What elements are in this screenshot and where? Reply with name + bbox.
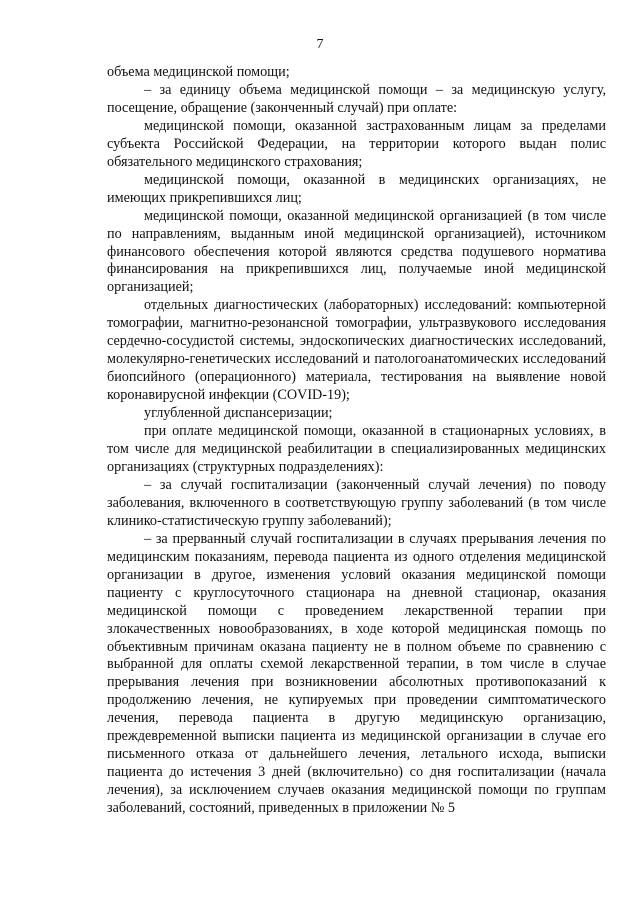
paragraph-8: при оплате медицинской помощи, оказанной в стационарных условиях, в том числе для медицинской реабилитации в специализированных медицинских организациях (структурных подразделениях):: [107, 423, 606, 475]
paragraph-2: – за единицу объема медицинской помощи – за медицинскую услугу, посещение, обращение (законченный случай) при оплате:: [107, 81, 606, 116]
page-number: 7: [316, 37, 324, 52]
paragraph-4: медицинской помощи, оказанной в медицинских организациях, не имеющих прикрепившихся лиц;: [107, 171, 606, 206]
paragraph-6: отдельных диагностических (лабораторных) исследований: компьютерной томографии, магнитно-резонансной томографии, ультразвукового исследования сердечно-сосудистой системы, эндоскопических диагностических исследований, молекулярно-генетических исследований и патологоанатомических исследований биопсийного (операционного) материала, тестирования на выявление новой коронавирусной инфекции (COVID-19);: [107, 297, 606, 404]
paragraph-9: – за случай госпитализации (законченный случай лечения) по поводу заболевания, включенного в соответствующую группу заболеваний (в том числе клинико-статистическую группу заболеваний);: [107, 476, 606, 529]
paragraph-10: – за прерванный случай госпитализации в случаях прерывания лечения по медицинским показаниям, перевода пациента из одного отделения медицинской организации в другое, изменения условий оказания медицинской помощи пациенту с круглосуточного стационара на дневной стационар, оказания медицинской помощи с проведением лекарственной терапии при злокачественных новообразованиях, в ходе которой медицинская помощь по объективным причинам оказана пациенту не в полном объеме по сравнению с выбранной для оплаты схемой лекарственной терапии, в том числе в случае прерывания лечения при возникновении абсолютных противопоказаний к продолжению лечения, не купируемых при проведении симптоматического лечения, перевода пациента в другую медицинскую организацию, преждевременной выписки пациента из медицинской организации в случае его письменного отказа от дальнейшего лечения, летального исхода, выписки пациента до истечения 3 дней (включительно) со дня госпитализации (начала лечения), за исключением случаев оказания медицинской помощи по группам заболеваний, состояний, приведенных в приложении № 5: [107, 530, 606, 817]
paragraph-7: углубленной диспансеризации;: [144, 405, 333, 422]
document-body: [107, 64, 606, 818]
paragraph-1: объема медицинской помощи;: [107, 64, 290, 80]
paragraph-5: медицинской помощи, оказанной медицинской организацией (в том числе по направлениям, выданным иной медицинской организацией), источником финансового обеспечения которой являются средства подушевого норматива финансирования на прикрепившихся лиц, получаемые иной медицинской организацией;: [107, 207, 606, 296]
paragraph-3: медицинской помощи, оказанной застрахованным лицам за пределами субъекта Российской Федерации, на территории которого выдан полис обязательного медицинского страхования;: [107, 117, 606, 170]
